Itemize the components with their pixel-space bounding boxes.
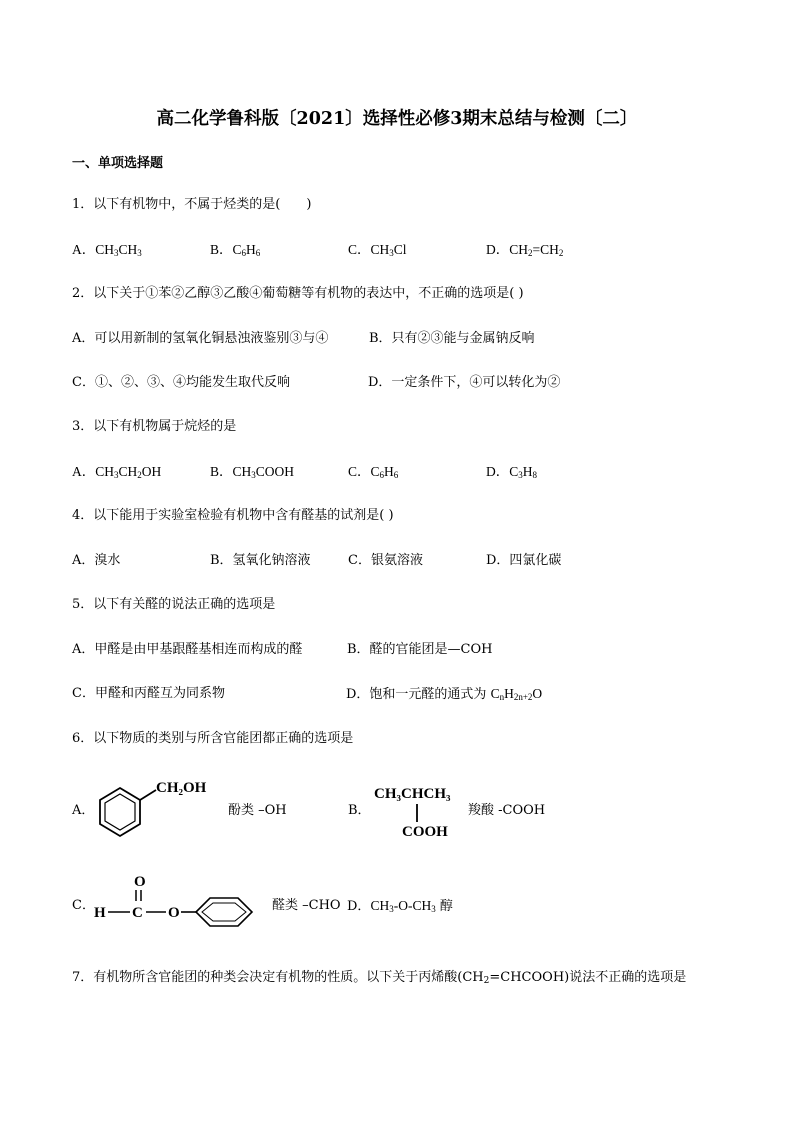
phenyl-formate-structure [92, 868, 274, 932]
q6-option-b-letter: B． [348, 803, 371, 818]
section-heading: 一、单项选择题 [72, 156, 164, 171]
question-4-stem: 4．以下能用于实验室检验有机物中含有醛基的试剂是( ) [72, 508, 394, 523]
q2-option-d: D．一定条件下，④可以转化为② [368, 375, 561, 390]
q3-option-d: D．$C_3H_8$ [486, 464, 538, 480]
question-3-stem: 3．以下有机物属于烷烃的是 [72, 419, 237, 434]
question-2-stem: 2．以下关于①苯②乙醇③乙酸④葡萄糖等有机物的表达中，不正确的选项是( ) [72, 286, 524, 301]
q3-option-c: C．$C_6H_6$ [348, 464, 399, 480]
q2-option-b: B．只有②③能与金属钠反响 [369, 331, 535, 346]
q3-option-b: B．$CH_3COOH$ [210, 464, 295, 480]
q1-option-a: A．$CH_3CH_3$ [72, 242, 142, 258]
hydrogen-label: H [94, 905, 106, 921]
carbonyl-oxygen-label: O [134, 874, 146, 890]
isobutyric-acid-structure [372, 778, 472, 840]
benzyl-alcohol-label: CH₂OH [156, 780, 207, 796]
q6-option-a-letter: A． [72, 803, 95, 818]
page-title: 高二化学鲁科版〔2021〕选择性必修3期末总结与检测〔二〕 [156, 109, 638, 129]
q5-option-c: C．甲醛和丙醛互为同系物 [72, 686, 225, 701]
ester-oxygen-label: O [168, 905, 180, 921]
q1-option-d: D．$CH_2=CH_2$ [486, 242, 564, 258]
q2-option-c: C．①、②、③、④均能发生取代反响 [72, 375, 290, 390]
isobutyric-acid-top-label: CH₃CHCH₃ [374, 786, 451, 802]
q4-option-a: A．溴水 [72, 553, 121, 568]
question-1-stem: 1．以下有机物中，不属于烃类的是( ) [72, 197, 312, 212]
question-6-stem: 6．以下物质的类别与所含官能团都正确的选项是 [72, 731, 354, 746]
benzyl-alcohol-structure [96, 770, 226, 840]
question-7-stem: 7．有机物所含官能团的种类会决定有机物的性质。以下关于丙烯酸$(CH_2=CHCOOH)$说法不正确的选项是 [72, 970, 687, 986]
question-5-stem: 5．以下有关醛的说法正确的选项是 [72, 597, 276, 612]
q6-option-d: D．$CH_3-O-CH_3$ 醇 [347, 898, 453, 914]
q1-option-b: B．$C_6H_6$ [210, 242, 261, 258]
q4-option-d: D．四氯化碳 [486, 553, 562, 568]
q6-option-c-text: 醛类 –CHO [272, 898, 341, 913]
q6-option-b-text: 羧酸 -COOH [468, 803, 546, 818]
q4-option-b: B．氢氧化钠溶液 [210, 553, 311, 568]
q2-option-a: A．可以用新制的氢氧化铜悬浊液鉴别③与④ [72, 331, 329, 346]
q5-option-b: B．醛的官能团是—COH [347, 642, 493, 657]
carbon-label: C [132, 905, 143, 921]
q6-option-a-text: 酚类 –OH [228, 803, 287, 818]
q6-option-c-letter: C． [72, 898, 95, 913]
q3-option-a: A．$CH_3CH_2OH$ [72, 464, 162, 480]
q5-option-a: A．甲醛是由甲基跟醛基相连而构成的醛 [72, 642, 303, 657]
isobutyric-acid-bottom-label: COOH [402, 824, 448, 840]
q4-option-c: C．银氨溶液 [348, 553, 423, 568]
q5-option-d: D．饱和一元醛的通式为 $C_nH_{2n+2}O$ [346, 686, 543, 702]
q1-option-c: C．$CH_3Cl$ [348, 242, 407, 258]
